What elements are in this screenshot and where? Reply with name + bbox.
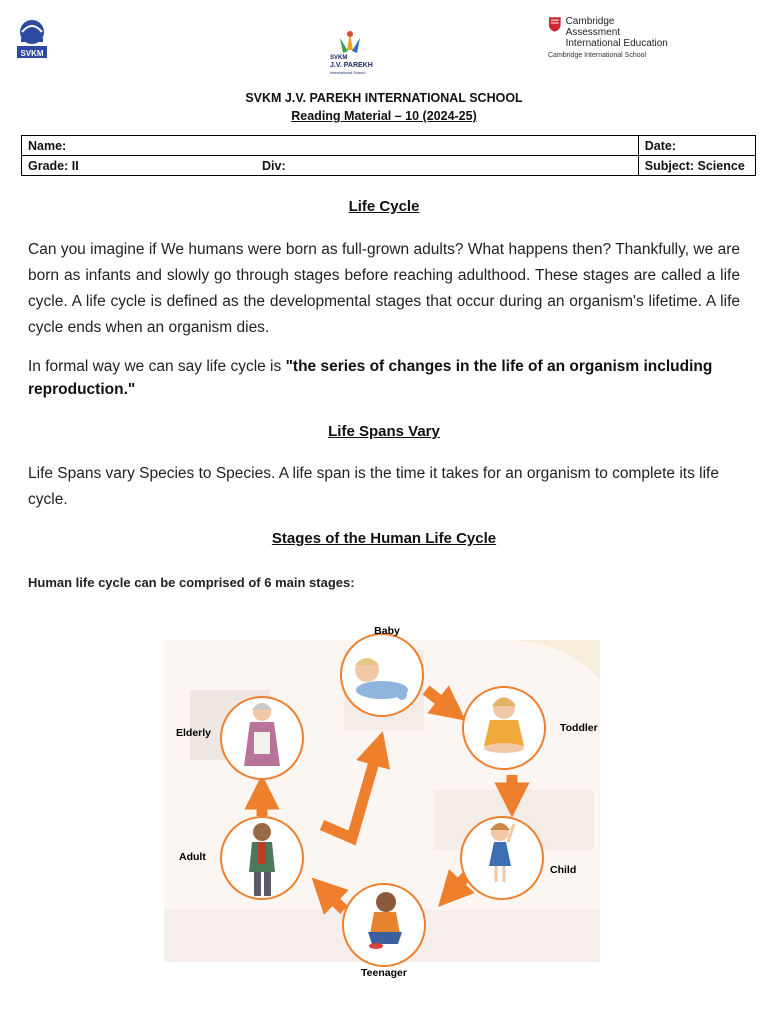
- div-field[interactable]: Div:: [256, 156, 638, 176]
- life-cycle-heading: Life Cycle: [348, 198, 420, 215]
- formal-definition: In formal way we can say life cycle is "the series of changes in the life of an organism including reproduction.": [28, 358, 713, 398]
- label-toddler: Toddler: [560, 722, 598, 734]
- svkm-logo-left: [14, 18, 50, 60]
- svg-text:SVKM: SVKM: [330, 55, 348, 61]
- cambridge-line1: Cambridge Assessment: [565, 16, 621, 38]
- life-spans-heading: Life Spans Vary: [328, 423, 440, 440]
- grade-field: Grade: II: [22, 156, 257, 176]
- stage-adult: [221, 817, 303, 899]
- svg-text:International School: International School: [330, 70, 366, 75]
- school-name: SVKM J.V. PAREKH INTERNATIONAL SCHOOL: [245, 91, 523, 105]
- cambridge-shield-icon: [548, 16, 562, 32]
- date-field[interactable]: Date:: [638, 136, 755, 156]
- definition-bold: "the series of changes in the life of an organism including reproduction.": [28, 358, 713, 398]
- life-spans-paragraph: Life Spans vary Species to Species. A life span is the time it takes for an organism to complete its life cycle.: [28, 465, 719, 508]
- stage-baby: [341, 634, 423, 716]
- cambridge-school-label: Cambridge International School: [548, 52, 647, 59]
- stage-toddler: [463, 687, 545, 769]
- cambridge-logo: [548, 16, 668, 59]
- svg-text:J.V. PAREKH: J.V. PAREKH: [330, 62, 373, 69]
- label-baby: Baby: [374, 625, 400, 637]
- label-teenager: Teenager: [361, 967, 407, 979]
- student-info-table: [21, 135, 756, 176]
- human-stages-heading: Stages of the Human Life Cycle: [271, 530, 497, 547]
- label-adult: Adult: [179, 851, 206, 863]
- label-elderly: Elderly: [176, 727, 212, 739]
- life-cycle-paragraph: Can you imagine if We humans were born as full-grown adults? What happens then? Thankfully, we are born as infants and slowly go through stages before reaching adulthood. These stages are called a life cycle. A life cycle is defined as the developmental stages that occur during an organism's lifetime. A life cycle ends when an organism dies.: [28, 241, 740, 336]
- subject-field: Subject: Science: [638, 156, 755, 176]
- stage-teenager: [343, 884, 425, 966]
- reading-material-title: Reading Material – 10 (2024-25): [291, 109, 477, 123]
- cambridge-line2: International Education: [565, 38, 668, 49]
- label-child: Child: [550, 864, 577, 876]
- name-field[interactable]: Name:: [22, 136, 639, 156]
- svg-text:SVKM: SVKM: [20, 49, 44, 58]
- stage-child: [461, 817, 543, 899]
- jv-parekh-logo: [326, 30, 376, 78]
- stage-elderly: [221, 697, 303, 779]
- stages-intro: Human life cycle can be comprised of 6 main stages:: [28, 575, 355, 590]
- human-life-cycle-diagram: [164, 620, 604, 984]
